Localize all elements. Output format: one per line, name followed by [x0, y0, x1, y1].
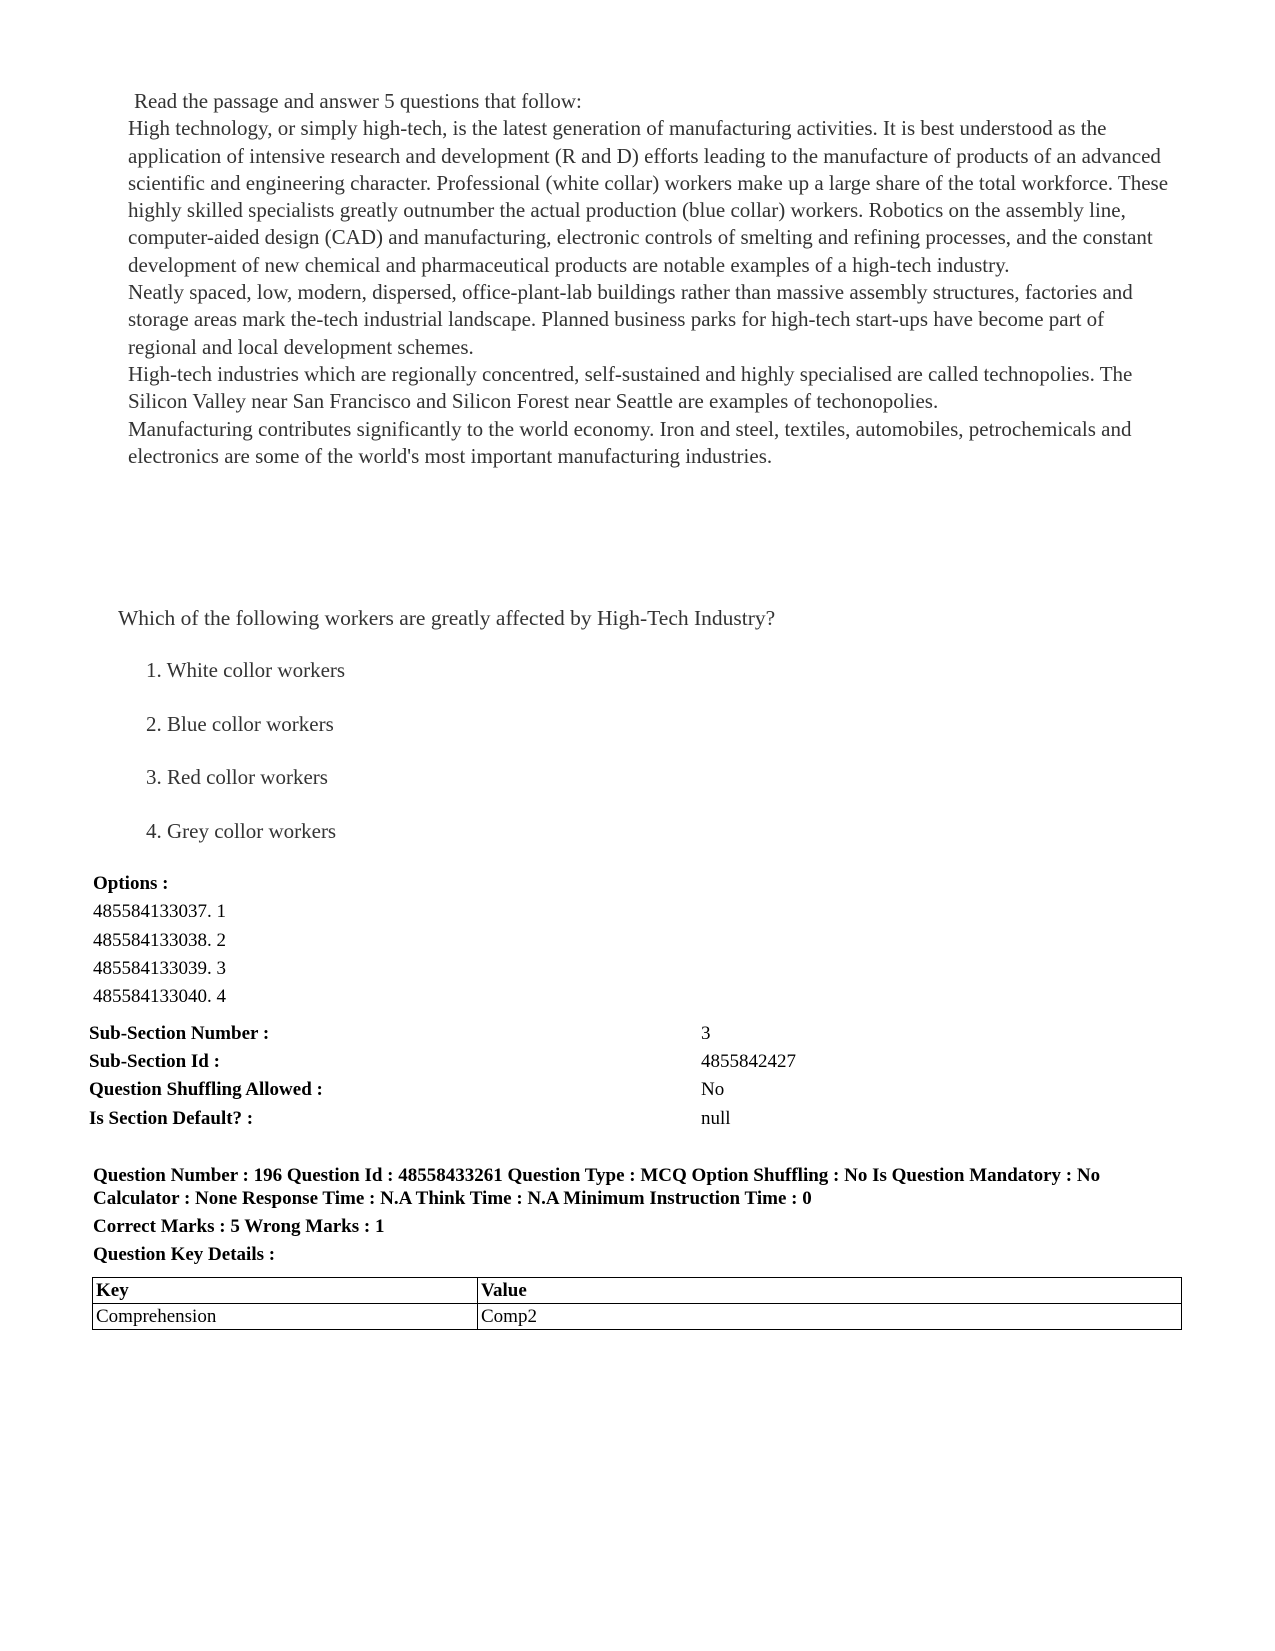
- question-text: Which of the following workers are greatly affected by High-Tech Industry?: [118, 606, 776, 630]
- table-cell: Comp2: [478, 1304, 1182, 1330]
- subsection-label: Sub-Section Id :: [89, 1051, 220, 1073]
- marks-line: Correct Marks : 5 Wrong Marks : 1: [93, 1216, 385, 1237]
- option-item: 485584133037. 1: [93, 901, 226, 923]
- subsection-row: [89, 1023, 889, 1051]
- subsection-row: [89, 1079, 889, 1107]
- subsection-label: Question Shuffling Allowed :: [89, 1079, 323, 1101]
- table-header-cell: Value: [478, 1278, 1182, 1304]
- subsection-value: 3: [701, 1023, 711, 1044]
- question-header: [93, 1164, 1183, 1266]
- subsection-label: Is Section Default? :: [89, 1107, 254, 1129]
- table-row: [93, 1304, 1182, 1330]
- options-label: Options :: [93, 873, 169, 894]
- key-details-label: Question Key Details :: [93, 1244, 276, 1265]
- passage-paragraph: High-tech industries which are regionally concentred, self-sustained and highly specialised are called technopolies. The Silicon Valley near San Francisco and Silicon Forest near Seattle are examples of techonopolies.: [128, 361, 1133, 414]
- table-cell: Comprehension: [93, 1304, 478, 1330]
- option-item: 485584133039. 3: [93, 957, 226, 979]
- subsection-value: null: [701, 1107, 731, 1129]
- question-meta: Question Number : 196 Question Id : 48558433261 Question Type : MCQ Option Shuffling : No Is Question Mandatory : No Calculator : None Response Time : N.A Think Time : N.A Minimum Instruction Time : 0: [93, 1165, 1101, 1209]
- answer-choice: 1. White collor workers: [146, 658, 346, 682]
- question-key-table: [92, 1277, 1182, 1330]
- answer-choice: 3. Red collor workers: [146, 765, 328, 789]
- answer-choice: 2. Blue collor workers: [146, 711, 334, 736]
- options-list: [93, 870, 226, 1011]
- passage-paragraph: Manufacturing contributes significantly to the world economy. Iron and steel, textiles, automobiles, petrochemicals and electronics are some of the world's most important manufacturing industries.: [128, 416, 1132, 468]
- subsection-details: [89, 1023, 889, 1136]
- passage-paragraph: Neatly spaced, low, modern, dispersed, office-plant-lab buildings rather than massive assembly structures, factories and storage areas mark the-tech industrial landscape. Planned business parks for high-tech start-ups have become part of regional and local development schemes.: [128, 280, 1133, 359]
- subsection-label: Sub-Section Number :: [89, 1023, 270, 1044]
- subsection-value: 4855842427: [701, 1051, 796, 1073]
- table-header-cell: Key: [93, 1278, 478, 1304]
- answer-choices: [146, 658, 345, 872]
- comprehension-passage: [128, 88, 1178, 470]
- subsection-row: [89, 1051, 889, 1079]
- passage-intro: Read the passage and answer 5 questions that follow:: [134, 89, 582, 113]
- table-header-row: [93, 1278, 1182, 1304]
- subsection-row: [89, 1108, 889, 1136]
- subsection-value: No: [701, 1079, 725, 1101]
- passage-paragraph: High technology, or simply high-tech, is the latest generation of manufacturing activities. It is best understood as the application of intensive research and development (R and D) efforts leading to the manufacture of products of an advanced scientific and engineering character. Professional (white collar) workers make up a large share of the total workforce. These highly skilled specialists greatly outnumber the actual production (blue collar) workers. Robotics on the assembly line, computer-aided design (CAD) and manufacturing, electronic controls of smelting and refining processes, and the constant development of new chemical and pharmaceutical products are notable examples of a high-tech industry.: [128, 116, 1169, 277]
- answer-choice: 4. Grey collor workers: [146, 818, 337, 843]
- option-item: 485584133038. 2: [93, 929, 226, 951]
- option-item: 485584133040. 4: [93, 986, 226, 1008]
